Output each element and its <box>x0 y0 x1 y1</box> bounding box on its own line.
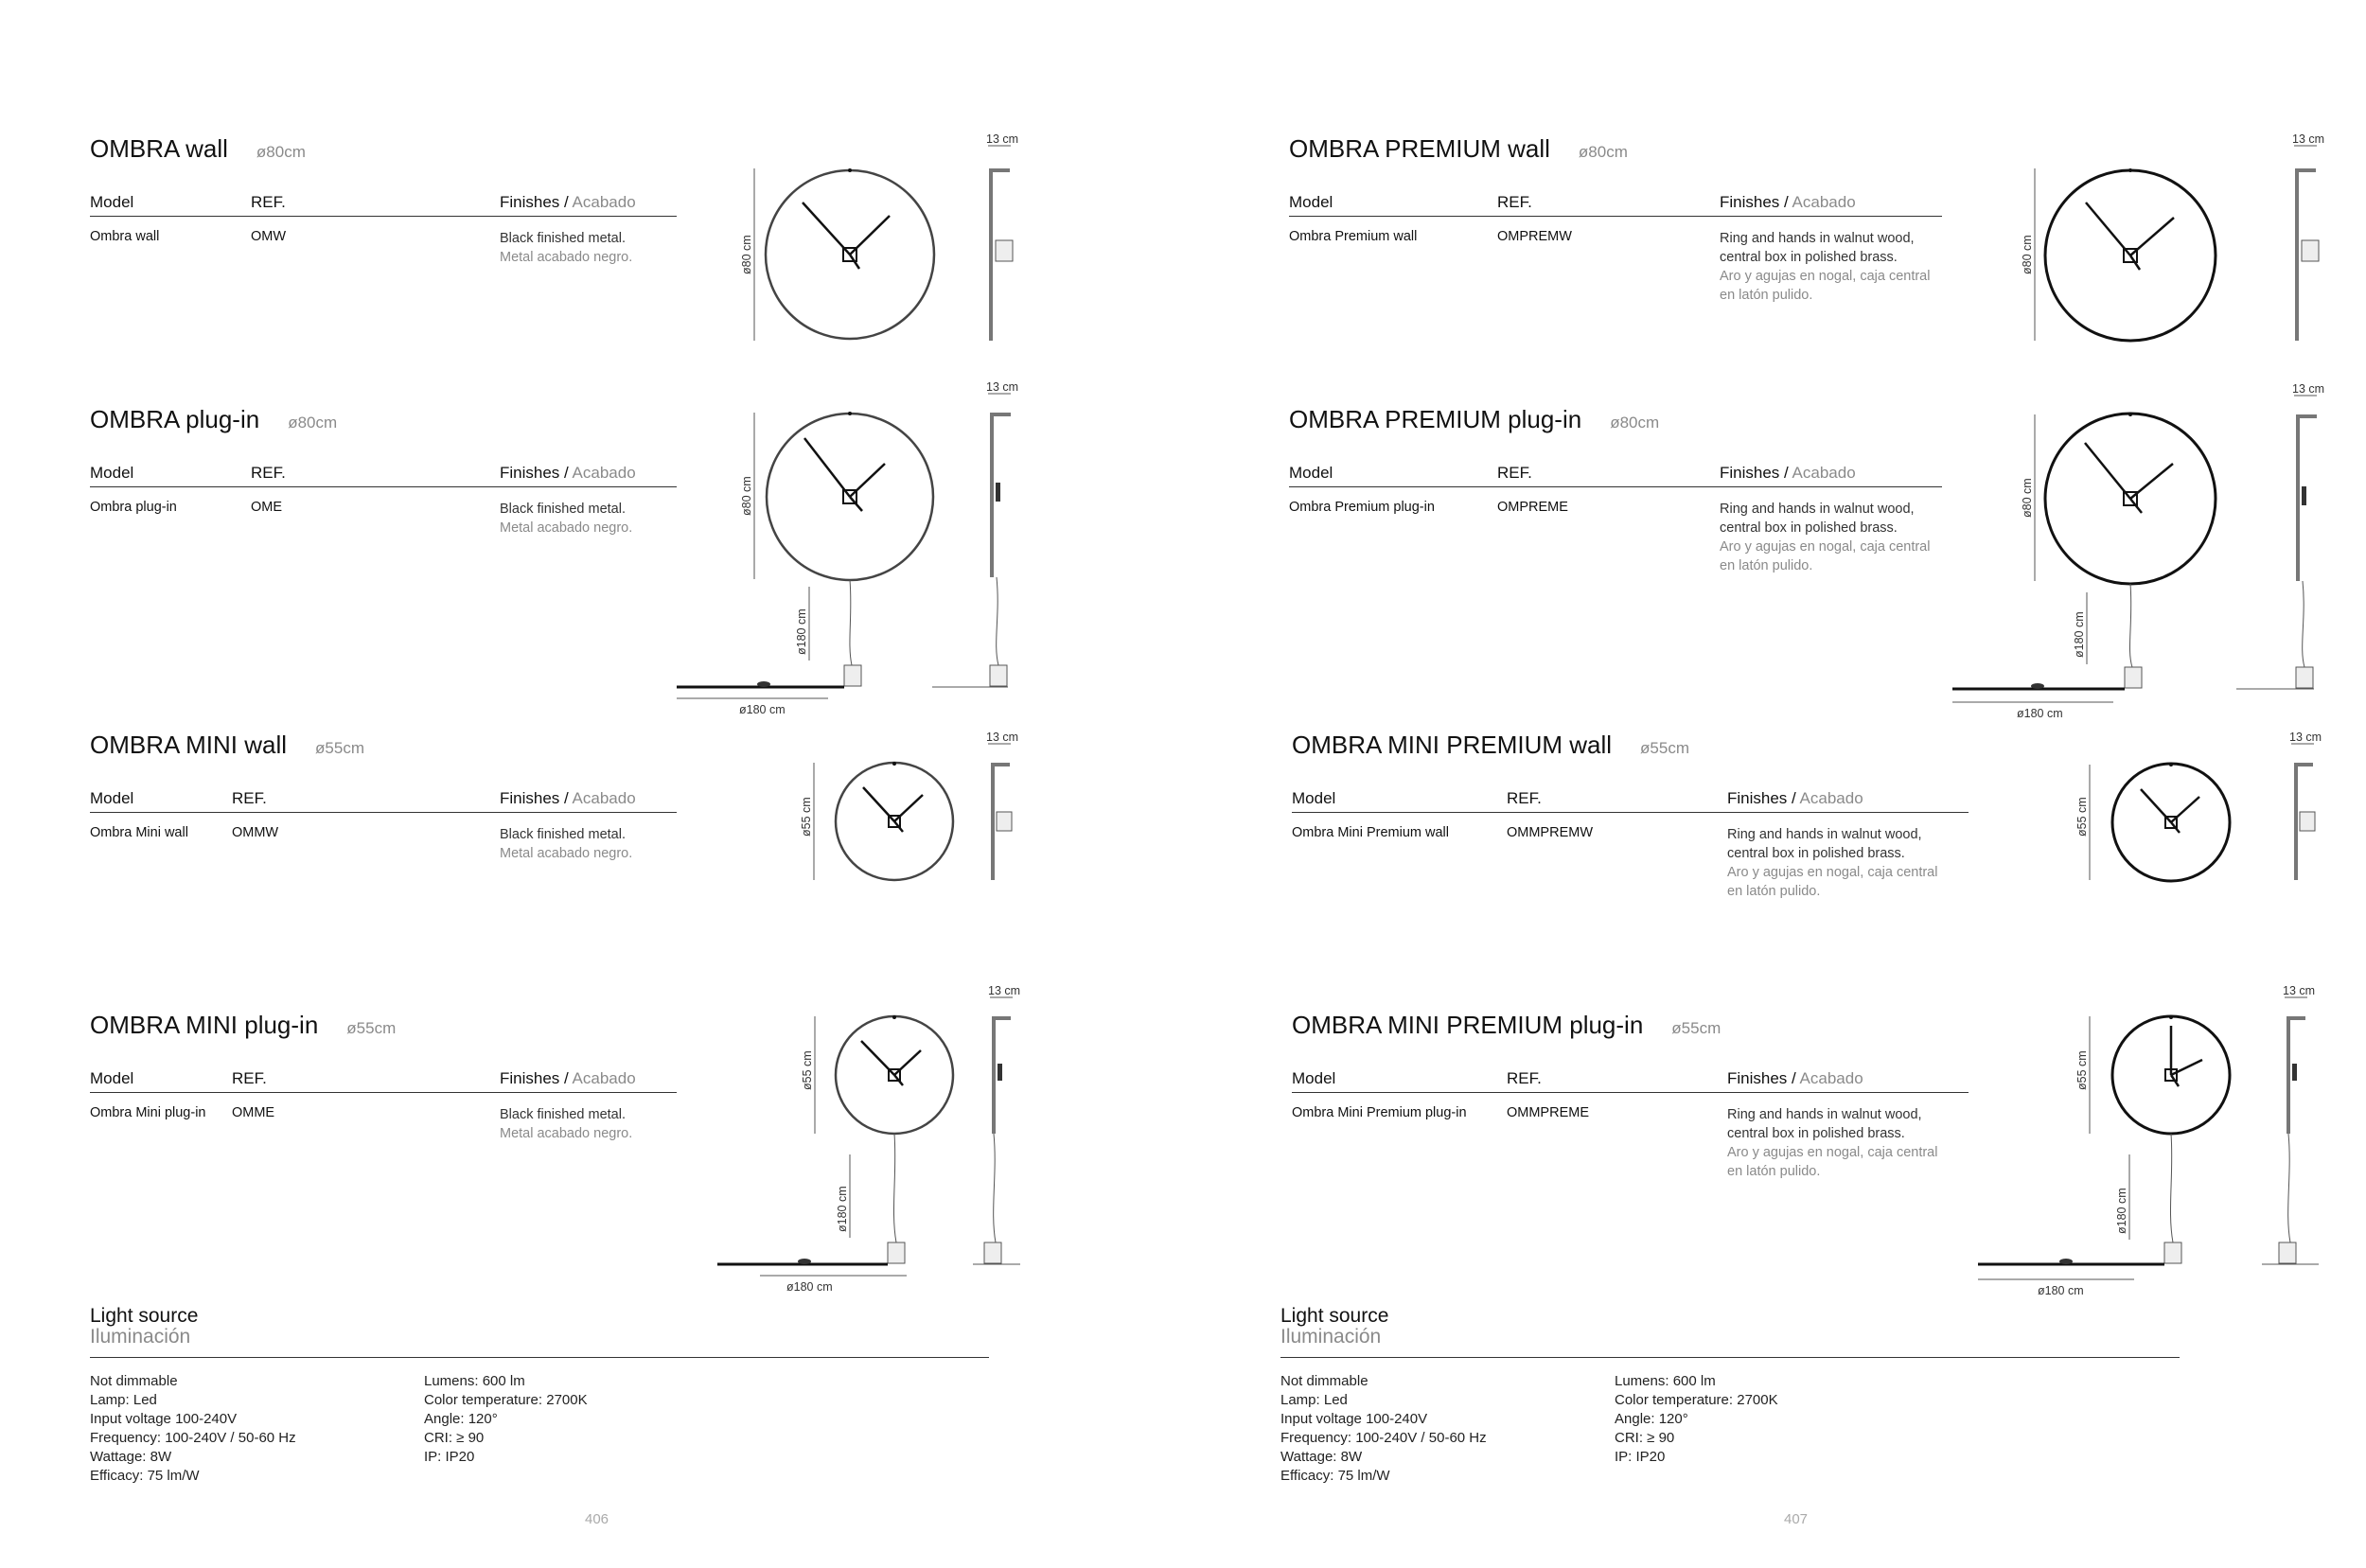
top-dim-label: 13 cm <box>988 984 1021 997</box>
spec-line: Not dimmable <box>1280 1373 1368 1389</box>
drawing-svg <box>795 731 1022 891</box>
diameter-label: ø80 cm <box>2021 478 2034 518</box>
product-title-row <box>1289 405 1659 434</box>
finish-es: Metal acabado negro. <box>500 846 633 861</box>
spec-line: Angle: 120° <box>424 1411 498 1427</box>
ref-header: REF. <box>1507 789 1542 807</box>
side-base-box <box>990 665 1007 686</box>
finish-value <box>500 1105 670 1143</box>
cable-dim-label: ø180 cm <box>836 1186 849 1232</box>
diameter-label: ø55 cm <box>2075 1050 2089 1090</box>
finishes-header-en: Finishes / <box>500 193 569 211</box>
side-cable <box>2303 581 2304 667</box>
finish-value <box>1720 229 1942 305</box>
table-rule <box>90 486 677 487</box>
product-size: ø55cm <box>346 1019 397 1037</box>
spec-line: IP: IP20 <box>424 1449 475 1465</box>
side-profile-bar <box>989 168 993 341</box>
model-header: Model <box>1292 1069 1336 1087</box>
side-profile-bar <box>2296 414 2300 581</box>
finishes-header <box>1720 193 1856 212</box>
page-number: 406 <box>585 1511 609 1527</box>
light-specs-col2 <box>1615 1372 1778 1467</box>
spec-line: Color temperature: 2700K <box>1615 1392 1778 1408</box>
diameter-label: ø55 cm <box>801 1050 814 1090</box>
top-dim-label: 13 cm <box>986 731 1019 744</box>
product-size: ø80cm <box>288 414 338 432</box>
side-base-box <box>2296 667 2313 688</box>
drawing-svg <box>1952 380 2350 721</box>
side-profile-top <box>2287 1016 2305 1020</box>
drawing-svg <box>738 134 1022 352</box>
finishes-header-es: Acabado <box>1799 789 1863 807</box>
top-dim-label: 13 cm <box>986 380 1019 394</box>
spec-line: CRI: ≥ 90 <box>424 1430 485 1446</box>
ref-value: OMPREMW <box>1497 229 1572 244</box>
finishes-header-es: Acabado <box>1799 1069 1863 1087</box>
top-dim-label: 13 cm <box>2292 382 2325 396</box>
light-rule <box>1280 1357 2180 1358</box>
spec-line: IP: IP20 <box>1615 1449 1666 1465</box>
finish-es: Aro y agujas en nogal, caja central en latón pulido. <box>1727 865 1938 899</box>
table-rule <box>1292 1092 1969 1093</box>
top-dim-label: 13 cm <box>986 132 1019 146</box>
ref-value: OMME <box>232 1105 275 1120</box>
model-value: Ombra plug-in <box>90 500 177 515</box>
side-base-box <box>984 1242 1001 1263</box>
finishes-header <box>500 1069 636 1088</box>
drawing-svg <box>677 379 1027 719</box>
product-title-row <box>1292 1011 1721 1040</box>
minute-hand <box>894 1050 921 1075</box>
light-specs-col2 <box>424 1372 588 1467</box>
ref-value: OMMW <box>232 825 279 840</box>
side-profile-bar <box>992 1016 996 1134</box>
light-specs-col1 <box>1280 1372 1487 1486</box>
finishes-header-es: Acabado <box>572 193 636 211</box>
side-profile-top <box>990 413 1011 416</box>
table-rule <box>90 216 677 217</box>
diameter-label: ø55 cm <box>2075 797 2089 837</box>
spec-line: Angle: 120° <box>1615 1411 1688 1427</box>
finish-es: Aro y agujas en nogal, caja central en latón pulido. <box>1720 269 1931 303</box>
spec-line: Input voltage 100-240V <box>1280 1411 1428 1427</box>
technical-drawing-ombra-mini-premium-wall <box>2069 731 2324 896</box>
spec-line: CRI: ≥ 90 <box>1615 1430 1675 1446</box>
finish-value <box>500 229 670 267</box>
table-rule <box>1289 486 1942 487</box>
clock-top-dot <box>892 762 896 766</box>
finishes-header-en: Finishes / <box>500 789 569 807</box>
ref-value: OMPREME <box>1497 500 1568 515</box>
clock-top-dot <box>2169 763 2173 766</box>
cable-dim-label: ø180 cm <box>2115 1188 2128 1234</box>
model-header: Model <box>1292 789 1336 807</box>
ref-value: OMMPREME <box>1507 1105 1589 1120</box>
base-dim-label: ø180 cm <box>786 1280 833 1294</box>
spec-line: Wattage: 8W <box>90 1449 172 1465</box>
product-title-row <box>1292 731 1689 760</box>
table-rule <box>90 812 677 813</box>
diameter-label: ø80 cm <box>740 235 753 274</box>
finish-es: Aro y agujas en nogal, caja central en latón pulido. <box>1720 539 1931 573</box>
minute-hand <box>2171 797 2199 822</box>
floor-plug <box>757 681 770 687</box>
base-box <box>2125 667 2142 688</box>
model-value: Ombra Mini wall <box>90 825 188 840</box>
top-dim-label: 13 cm <box>2283 984 2316 997</box>
light-source-section <box>1280 1305 2180 1484</box>
model-header: Model <box>1289 193 1333 211</box>
diameter-label: ø80 cm <box>740 476 753 516</box>
cable-dim-label: ø180 cm <box>795 608 808 655</box>
finishes-header-es: Acabado <box>572 464 636 482</box>
base-box <box>844 665 861 686</box>
spec-line: Color temperature: 2700K <box>424 1392 588 1408</box>
floor-plug <box>2059 1259 2073 1264</box>
product-size: ø55cm <box>1671 1019 1722 1037</box>
finishes-header <box>500 464 636 483</box>
finishes-header-en: Finishes / <box>1720 193 1789 211</box>
spec-line: Lamp: Led <box>90 1392 157 1408</box>
product-title-row <box>90 405 337 434</box>
side-profile-top <box>2295 168 2316 172</box>
spec-line: Lamp: Led <box>1280 1392 1348 1408</box>
technical-drawing-ombra-mini-premium-plug-in <box>1978 984 2338 1315</box>
model-value: Ombra Premium plug-in <box>1289 500 1435 515</box>
spec-table <box>90 464 677 536</box>
model-header: Model <box>90 193 134 211</box>
finish-value <box>1727 1105 1950 1181</box>
spec-line: Lumens: 600 lm <box>1615 1373 1716 1389</box>
finish-es: Metal acabado negro. <box>500 1126 633 1141</box>
finishes-header-es: Acabado <box>1792 464 1856 482</box>
light-source-title: Light source <box>1280 1305 1389 1327</box>
clock-top-dot <box>848 168 852 172</box>
ref-header: REF. <box>1497 464 1532 482</box>
finish-es: Metal acabado negro. <box>500 250 633 265</box>
side-profile-clip <box>996 483 1000 502</box>
finish-en: Ring and hands in walnut wood, central box in polished brass. <box>1727 1107 1922 1141</box>
product-title-row <box>1289 134 1628 164</box>
finish-en: Black finished metal. <box>500 502 626 517</box>
finishes-header-en: Finishes / <box>500 1069 569 1087</box>
model-value: Ombra Mini Premium plug-in <box>1292 1105 1467 1120</box>
light-source-title-es: Iluminación <box>1280 1326 1382 1348</box>
light-source-section <box>90 1305 989 1484</box>
spec-line: Input voltage 100-240V <box>90 1411 238 1427</box>
light-source-title-es: Iluminación <box>90 1326 191 1348</box>
power-cable <box>893 1134 896 1242</box>
spec-line: Lumens: 600 lm <box>424 1373 525 1389</box>
diameter-label: ø55 cm <box>800 797 813 837</box>
product-title: OMBRA MINI PREMIUM plug-in <box>1292 1011 1644 1039</box>
spec-line: Wattage: 8W <box>1280 1449 1363 1465</box>
ref-header: REF. <box>232 1069 267 1087</box>
finishes-header-es: Acabado <box>572 789 636 807</box>
technical-drawing-ombra-plug-in <box>677 379 1027 724</box>
clock-top-dot <box>2128 168 2132 172</box>
technical-drawing-ombra-premium-plug-in <box>1952 380 2350 726</box>
side-profile-top <box>2296 414 2317 418</box>
finish-en: Black finished metal. <box>500 231 626 246</box>
finishes-header <box>1727 789 1863 808</box>
hour-hand <box>2085 443 2130 499</box>
power-cable <box>2170 1134 2173 1242</box>
product-title: OMBRA MINI wall <box>90 731 288 759</box>
top-dim-label: 13 cm <box>2292 132 2325 146</box>
finish-value <box>1720 500 1942 575</box>
side-profile-bar <box>2295 168 2299 341</box>
side-base-box <box>2279 1242 2296 1263</box>
minute-hand <box>2171 1060 2202 1075</box>
finishes-header-en: Finishes / <box>1727 789 1796 807</box>
product-size: ø55cm <box>315 739 364 757</box>
model-value: Ombra Mini plug-in <box>90 1105 206 1120</box>
product-title-row <box>90 1011 396 1040</box>
base-dim-label: ø180 cm <box>2038 1284 2084 1297</box>
finishes-header <box>500 193 636 212</box>
finish-en: Black finished metal. <box>500 827 626 842</box>
side-profile-top <box>991 763 1010 766</box>
finish-es: Aro y agujas en nogal, caja central en latón pulido. <box>1727 1145 1938 1179</box>
power-cable <box>850 580 852 665</box>
model-header: Model <box>1289 464 1333 482</box>
side-profile-top <box>992 1016 1011 1020</box>
spec-table <box>1292 1069 1969 1179</box>
side-profile-bar <box>990 413 994 577</box>
product-size: ø80cm <box>1610 414 1660 432</box>
side-cable <box>994 1134 996 1242</box>
product-title: OMBRA PREMIUM wall <box>1289 134 1550 163</box>
finishes-header-es: Acabado <box>1792 193 1856 211</box>
side-profile-clip <box>998 1064 1002 1081</box>
base-box <box>888 1242 905 1263</box>
floor-plug <box>798 1259 811 1264</box>
side-profile-bar <box>2294 763 2298 880</box>
finishes-header <box>1720 464 1856 483</box>
model-value: Ombra Mini Premium wall <box>1292 825 1449 840</box>
side-profile-bar <box>991 763 995 880</box>
spec-table <box>1292 789 1969 899</box>
spec-table <box>90 789 677 861</box>
product-title: OMBRA wall <box>90 134 228 163</box>
finish-es: Metal acabado negro. <box>500 520 633 536</box>
model-header: Model <box>90 464 134 482</box>
spec-table <box>1289 193 1942 303</box>
product-size: ø80cm <box>256 143 306 161</box>
ref-value: OMMPREMW <box>1507 825 1594 840</box>
finish-en: Black finished metal. <box>500 1107 626 1122</box>
right-page <box>1183 0 2366 1568</box>
power-cable <box>2129 584 2132 667</box>
base-dim-label: ø180 cm <box>739 703 786 716</box>
technical-drawing-ombra-mini-wall <box>795 731 1022 896</box>
model-header: Model <box>90 789 134 807</box>
table-rule <box>90 1092 677 1093</box>
light-source-title: Light source <box>90 1305 199 1327</box>
model-value: Ombra wall <box>90 229 160 244</box>
finish-en: Ring and hands in walnut wood, central box in polished brass. <box>1727 827 1922 861</box>
product-title: OMBRA MINI plug-in <box>90 1011 319 1039</box>
finish-value <box>500 500 670 537</box>
product-size: ø80cm <box>1578 143 1628 161</box>
hour-hand <box>2086 203 2130 255</box>
light-rule <box>90 1357 989 1358</box>
minute-hand <box>894 795 923 821</box>
ref-header: REF. <box>1507 1069 1542 1087</box>
light-specs-col1 <box>90 1372 296 1486</box>
model-header: Model <box>90 1069 134 1087</box>
finish-en: Ring and hands in walnut wood, central box in polished brass. <box>1720 231 1915 265</box>
product-title: OMBRA MINI PREMIUM wall <box>1292 731 1613 759</box>
table-rule <box>1289 216 1942 217</box>
spec-line: Efficacy: 75 lm/W <box>1280 1468 1390 1484</box>
spec-table <box>90 1069 677 1141</box>
hour-hand <box>803 203 850 255</box>
side-profile-box <box>996 240 1013 261</box>
base-box <box>2164 1242 2181 1263</box>
floor-plug <box>2031 683 2044 689</box>
spec-table <box>1289 464 1942 573</box>
product-title-row <box>90 731 364 760</box>
page-number: 407 <box>1784 1511 1809 1527</box>
finishes-header-en: Finishes / <box>1720 464 1789 482</box>
side-profile-clip <box>2302 486 2306 505</box>
finishes-header <box>1727 1069 1863 1088</box>
side-profile-bar <box>2287 1016 2290 1134</box>
side-profile-top <box>989 168 1010 172</box>
ref-value: OMW <box>251 229 287 244</box>
side-profile-top <box>2294 763 2313 766</box>
spec-line: Not dimmable <box>90 1373 178 1389</box>
cable-dim-label: ø180 cm <box>2073 611 2086 658</box>
side-profile-box <box>997 812 1012 831</box>
hour-hand <box>804 438 850 497</box>
finishes-header <box>500 789 636 808</box>
product-title-row <box>90 134 306 164</box>
finishes-header-es: Acabado <box>572 1069 636 1087</box>
clock-top-dot <box>2128 413 2132 416</box>
technical-drawing-ombra-premium-wall <box>2014 134 2326 357</box>
product-title: OMBRA plug-in <box>90 405 260 433</box>
drawing-svg <box>2069 731 2324 891</box>
side-profile-box <box>2302 240 2319 261</box>
table-rule <box>1292 812 1969 813</box>
diameter-label: ø80 cm <box>2021 235 2034 274</box>
product-title: OMBRA PREMIUM plug-in <box>1289 405 1582 433</box>
spec-line: Frequency: 100-240V / 50-60 Hz <box>90 1430 296 1446</box>
clock-top-dot <box>892 1015 896 1019</box>
clock-top-dot <box>2169 1015 2173 1019</box>
minute-hand <box>850 464 885 497</box>
base-dim-label: ø180 cm <box>2017 707 2063 720</box>
finish-value <box>500 825 670 863</box>
finishes-header-en: Finishes / <box>1727 1069 1796 1087</box>
drawing-svg <box>717 984 1030 1306</box>
top-dim-label: 13 cm <box>2289 731 2322 744</box>
ref-value: OME <box>251 500 283 515</box>
ref-header: REF. <box>1497 193 1532 211</box>
spec-table <box>90 193 677 265</box>
model-value: Ombra Premium wall <box>1289 229 1418 244</box>
spec-line: Efficacy: 75 lm/W <box>90 1468 200 1484</box>
technical-drawing-ombra-mini-plug-in <box>717 984 1030 1311</box>
drawing-svg <box>1978 984 2338 1311</box>
finishes-header-en: Finishes / <box>500 464 569 482</box>
product-size: ø55cm <box>1640 739 1689 757</box>
spec-line: Frequency: 100-240V / 50-60 Hz <box>1280 1430 1487 1446</box>
clock-top-dot <box>848 412 852 415</box>
side-cable <box>997 577 998 665</box>
ref-header: REF. <box>232 789 267 807</box>
side-profile-box <box>2300 812 2315 831</box>
technical-drawing-ombra-wall <box>738 134 1022 357</box>
ref-header: REF. <box>251 193 286 211</box>
finish-en: Ring and hands in walnut wood, central box in polished brass. <box>1720 502 1915 536</box>
side-cable <box>2288 1134 2290 1242</box>
drawing-svg <box>2014 134 2326 352</box>
finish-value <box>1727 825 1950 901</box>
side-profile-clip <box>2292 1064 2297 1081</box>
ref-header: REF. <box>251 464 286 482</box>
